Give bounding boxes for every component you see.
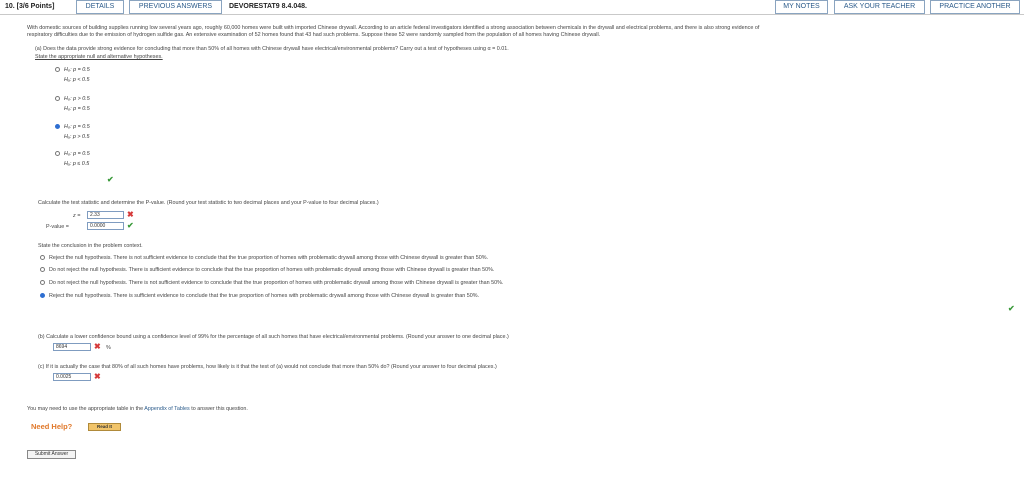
- hypothesis-3-null: H₀: p = 0.5: [64, 124, 90, 130]
- appendix-note: [27, 406, 248, 412]
- hypothesis-option-2-radio[interactable]: [55, 96, 60, 101]
- z-incorrect-icon: ✖: [127, 210, 134, 219]
- appendix-note-prefix: You may need to use the appropriate table in the: [27, 406, 145, 412]
- intro-line-1: With domestic sources of building supplies running low several years ago, roughly 60,000 homes were built with imported Chinese drywall. According to an article federal investigators identified a strong association between chemicals in the drywall and electrical problems, and there is also strong evidence of: [27, 25, 760, 31]
- hypotheses-instruction: State the appropriate null and alternative hypotheses.: [35, 54, 163, 60]
- z-label: z =: [73, 213, 81, 219]
- details-button[interactable]: DETAILS: [76, 0, 124, 14]
- hypothesis-option-4-radio[interactable]: [55, 151, 60, 156]
- intro-line-2: respiratory difficulties due to the emission of hydrogen sulfide gas. An extensive examination of 52 homes found that 43 had such problems. Suppose these 52 were randomly sampled from the population of all homes having Chinese drywall.: [27, 32, 601, 38]
- conclusion-option-3-text: Do not reject the null hypothesis. There is not sufficient evidence to conclude that the true proportion of homes with problematic drywall among those with Chinese drywall is greater than 50%.: [49, 280, 504, 286]
- part-b-incorrect-icon: ✖: [94, 342, 101, 351]
- read-it-button[interactable]: Read It: [88, 423, 121, 431]
- hypotheses-correct-icon: ✔: [107, 175, 114, 184]
- part-b-question: (b) Calculate a lower confidence bound using a confidence level of 99% for the percentage of all such homes that have electrical/environmental problems. (Round your answer to one decimal place.): [38, 334, 509, 340]
- ask-teacher-button[interactable]: ASK YOUR TEACHER: [834, 0, 925, 14]
- conclusion-option-1-radio[interactable]: [40, 255, 45, 260]
- z-statistic-field[interactable]: 2.33: [87, 211, 124, 219]
- conclusion-option-4-radio[interactable]: [40, 293, 45, 298]
- my-notes-button[interactable]: MY NOTES: [775, 0, 828, 14]
- hypothesis-1-alt: Hₐ: p < 0.5: [64, 77, 90, 83]
- conclusion-option-2-text: Do not reject the null hypothesis. There is sufficient evidence to conclude that the true proportion of homes with problematic drywall among those with Chinese drywall is greater than 50%.: [49, 267, 495, 273]
- calc-instruction: Calculate the test statistic and determine the P-value. (Round your test statistic to two decimal places and your P-value to four decimal places.): [38, 200, 379, 206]
- conclusion-option-3-radio[interactable]: [40, 280, 45, 285]
- hypothesis-3-alt: Hₐ: p > 0.5: [64, 134, 90, 140]
- previous-answers-button[interactable]: PREVIOUS ANSWERS: [129, 0, 222, 14]
- appendix-note-suffix: to answer this question.: [189, 406, 248, 412]
- hypothesis-option-1-radio[interactable]: [55, 67, 60, 72]
- submit-answer-button[interactable]: Submit Answer: [27, 450, 76, 459]
- lower-bound-field[interactable]: 8694: [53, 343, 91, 351]
- hypothesis-2-null: H₀: p > 0.5: [64, 96, 90, 102]
- p-value-correct-icon: ✔: [127, 221, 134, 230]
- conclusion-option-1-text: Reject the null hypothesis. There is not sufficient evidence to conclude that the true proportion of homes with problematic drywall among those with Chinese drywall is greater than 50%.: [49, 255, 489, 261]
- part-a-question: (a) Does the data provide strong evidence for concluding that more than 50% of all homes with Chinese drywall have electrical/environmental problems? Carry out a test of hypotheses using α = 0.01.: [35, 46, 509, 52]
- hypothesis-4-null: H₀: p = 0.5: [64, 151, 90, 157]
- practice-another-button[interactable]: PRACTICE ANOTHER: [930, 0, 1020, 14]
- conclusion-option-2-radio[interactable]: [40, 267, 45, 272]
- assignment-id: DEVORESTAT9 8.4.048.: [229, 3, 307, 10]
- points-label: 10. [3/6 Points]: [5, 3, 55, 10]
- question-header: [0, 0, 1024, 15]
- hypothesis-2-alt: H₀: p = 0.5: [64, 106, 90, 112]
- part-c-question: (c) If it is actually the case that 80% of all such homes have problems, how likely is it that the test of (a) would not conclude that more than 50% do? (Round your answer to four decimal places.): [38, 364, 497, 370]
- percent-unit: %: [106, 345, 111, 351]
- conclusion-correct-icon: ✔: [1008, 304, 1015, 313]
- conclusion-option-4-text: Reject the null hypothesis. There is sufficient evidence to conclude that the true proportion of homes with problematic drywall among those with Chinese drywall is greater than 50%.: [49, 293, 480, 299]
- hypothesis-option-3-radio[interactable]: [55, 124, 60, 129]
- conclusion-instruction: State the conclusion in the problem context.: [38, 243, 143, 249]
- need-help-label: Need Help?: [31, 422, 73, 431]
- p-value-field[interactable]: 0.0000: [87, 222, 124, 230]
- part-c-incorrect-icon: ✖: [94, 372, 101, 381]
- appendix-link[interactable]: Appendix of Tables: [144, 406, 190, 412]
- hypothesis-1-null: H₀: p = 0.5: [64, 67, 90, 73]
- hypothesis-4-alt: Hₐ: p ≤ 0.5: [64, 161, 90, 167]
- p-value-label: P-value =: [46, 224, 69, 230]
- probability-field[interactable]: 0.0025: [53, 373, 91, 381]
